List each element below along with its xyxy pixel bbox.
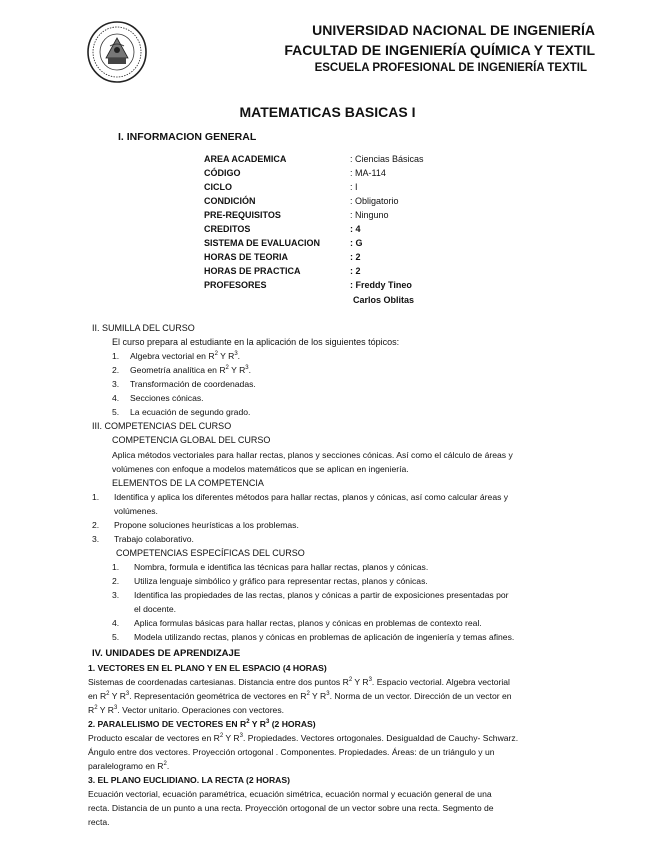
info-row <box>204 196 399 210</box>
university-seal-icon <box>86 20 148 84</box>
txt: R <box>88 705 95 715</box>
specific-item <box>112 576 428 586</box>
item-text: Identifica y aplica los diferentes métodos para hallar rectas, planos y cónicas, así como calcular áreas y <box>114 492 509 502</box>
sup: 2 <box>246 719 250 725</box>
info-value: : Ninguno <box>350 210 389 220</box>
info-label: HORAS DE PRACTICA <box>204 266 301 276</box>
item-text: Transformación de coordenadas. <box>130 379 256 389</box>
info-value: : I <box>350 182 358 192</box>
sup: 3 <box>239 733 243 739</box>
info-row <box>204 252 361 266</box>
summary-item <box>112 379 256 389</box>
unit-2-line <box>88 761 169 771</box>
sup: 2 <box>306 691 310 697</box>
info-row <box>204 182 358 196</box>
summary-intro: El curso prepara al estudiante en la aplicación de los siguientes tópicos: <box>112 337 400 347</box>
item-text: La ecuación de segundo grado. <box>130 407 251 417</box>
unit-3-line: recta. Distancia de un punto a una recta. Proyección ortogonal de un vector sobre una recta. Segmento de <box>88 803 494 813</box>
conj: Y <box>220 351 226 361</box>
global-competence-text: Aplica métodos vectoriales para hallar rectas, planos y secciones cónicas. Así como el cálculo de áreas y <box>112 450 513 460</box>
info-label: PROFESORES <box>204 280 267 290</box>
txt: 2. PARALELISMO DE VECTORES EN R <box>88 719 247 729</box>
sup: 2 <box>219 733 224 739</box>
item-number: 1. <box>112 562 120 572</box>
item-number: 3. <box>92 534 100 544</box>
specific-item <box>112 590 509 600</box>
unit-1-line <box>88 705 284 715</box>
section-learning-units-heading: IV. UNIDADES DE APRENDIZAJE <box>92 648 241 659</box>
sup: 2 <box>348 677 353 683</box>
item-number: 2. <box>92 520 100 530</box>
item-number: 1. <box>112 351 120 361</box>
unit-3-title: 3. EL PLANO EUCLIDIANO. LA RECTA (2 HORAS) <box>88 775 290 785</box>
item-text: Secciones cónicas. <box>130 393 204 403</box>
element-item-cont: volúmenes. <box>114 506 158 516</box>
conj: Y <box>231 365 237 375</box>
unit-2-line: Ángulo entre dos vectores. Proyección ortogonal . Componentes. Propiedades. Áreas: de un triángulo y un <box>88 747 495 757</box>
sup: 2 <box>94 705 98 711</box>
specific-item <box>112 618 482 628</box>
element-item <box>92 492 508 502</box>
specific-competences-heading: COMPETENCIAS ESPECÍFICAS DEL CURSO <box>116 548 305 558</box>
section-general-info-heading: I. INFORMACION GENERAL <box>118 131 257 143</box>
unit-2-line <box>88 733 518 743</box>
elements-heading: ELEMENTOS DE LA COMPETENCIA <box>112 478 264 488</box>
item-text: Trabajo colaborativo. <box>114 534 194 544</box>
item-text: Utiliza lenguaje simbólico y gráfico para representar rectas, planos y cónicas. <box>134 576 428 586</box>
info-row <box>204 210 389 224</box>
school-name: ESCUELA PROFESIONAL DE INGENIERÍA TEXTIL <box>314 62 587 74</box>
info-value: : 2 <box>350 252 361 262</box>
sup: 2 <box>214 351 218 357</box>
info-row <box>204 295 414 309</box>
unit-1-title: 1. VECTORES EN EL PLANO Y EN EL ESPACIO (4 HORAS) <box>88 663 327 673</box>
txt: en R <box>88 691 107 701</box>
info-row <box>204 154 424 168</box>
info-label: CÓDIGO <box>204 168 241 178</box>
txt: Y R <box>109 691 126 701</box>
txt: Y R <box>249 719 266 729</box>
info-value: : G <box>350 238 363 248</box>
info-value: : Freddy Tineo <box>350 280 412 290</box>
item-text: Modela utilizando rectas, planos y cónicas en problemas de aplicación de ingeniería y temas afines. <box>134 632 515 642</box>
info-value: : 4 <box>350 224 361 234</box>
item-text: Identifica las propiedades de las rectas, planos y cónicas a partir de exposiciones presentadas por <box>134 590 509 600</box>
info-row <box>204 238 363 252</box>
sup: 3 <box>326 691 330 697</box>
item-number: 4. <box>112 393 120 403</box>
sup: 3 <box>368 677 372 683</box>
sup: 3 <box>245 365 249 371</box>
info-label: AREA ACADEMICA <box>204 154 287 164</box>
summary-item <box>112 407 250 417</box>
info-value: Carlos Oblitas <box>353 295 415 305</box>
sup: 3 <box>265 719 270 725</box>
info-row <box>204 224 361 238</box>
item-number: 5. <box>112 407 120 417</box>
section-competences-heading: III. COMPETENCIAS DEL CURSO <box>92 421 232 431</box>
unit-2-title <box>88 719 316 729</box>
info-row <box>204 168 386 182</box>
item-number: 3. <box>112 590 120 600</box>
info-value: : MA-114 <box>350 168 386 178</box>
sup: 3 <box>234 351 238 357</box>
info-value: : 2 <box>350 266 361 276</box>
summary-item: 1. Algebra vectorial en $R^2$ Y $R^3$. <box>112 351 241 361</box>
item-number: 3. <box>112 379 120 389</box>
txt: Producto escalar de vectores en R <box>88 733 220 743</box>
unit-1-line <box>88 691 512 701</box>
info-label: HORAS DE TEORIA <box>204 252 289 262</box>
specific-item <box>112 632 514 642</box>
info-label: CICLO <box>204 182 232 192</box>
summary-item: 2. Geometría analítica en $R^2$ Y $R^3$. <box>112 365 252 375</box>
university-name: UNIVERSIDAD NACIONAL DE INGENIERÍA <box>312 22 595 38</box>
txt: Y R <box>309 691 327 701</box>
txt: . Norma de un vector. Dirección de un vector en <box>329 691 512 701</box>
item-tail: . <box>237 351 241 361</box>
item-text: Nombra, formula e identifica las técnicas para hallar rectas, planos y cónicas. <box>134 562 429 572</box>
unit-1-line <box>88 677 510 687</box>
summary-item <box>112 393 204 403</box>
item-text: Algebra vectorial en R <box>130 351 215 361</box>
item-number: 1. <box>92 492 100 502</box>
item-number: 2. <box>112 365 120 375</box>
info-row <box>204 280 412 294</box>
faculty-name: FACULTAD DE INGENIERÍA QUÍMICA Y TEXTIL <box>284 42 595 58</box>
item-text: Aplica formulas básicas para hallar rectas, planos y cónicas en problemas de contexto real. <box>134 618 482 628</box>
sup: 3 <box>125 691 130 697</box>
txt: . Espacio vectorial. Algebra vectorial <box>371 677 510 687</box>
section-summary-heading: II. SUMILLA DEL CURSO <box>92 323 195 333</box>
item-tail: . <box>248 365 252 375</box>
element-item <box>92 534 194 544</box>
sup: 2 <box>163 761 167 767</box>
item-number: 4. <box>112 618 120 628</box>
sup: 2 <box>225 365 229 371</box>
specific-item <box>112 562 428 572</box>
unit-3-line: recta. <box>88 817 110 827</box>
course-title: MATEMATICAS BASICAS I <box>239 104 416 120</box>
txt: Sistemas de coordenadas cartesianas. Distancia entre dos puntos R <box>88 677 349 687</box>
txt: paralelogramo en R <box>88 761 164 771</box>
info-row <box>204 266 361 280</box>
txt: Y R <box>97 705 114 715</box>
txt: . Propiedades. Vectores ortogonales. Desigualdad de Cauchy- Schwarz. <box>242 733 519 743</box>
specific-item-cont: el docente. <box>134 604 177 614</box>
global-competence-text: volúmenes con enfoque a modelos matemáticos que se aplican en ingeniería. <box>112 464 409 474</box>
txt: . <box>166 761 170 771</box>
info-label: PRE-REQUISITOS <box>204 210 281 220</box>
txt: (2 HORAS) <box>269 719 316 729</box>
info-label: CONDICIÓN <box>204 196 256 206</box>
txt: . Representación geométrica de vectores en R <box>129 691 307 701</box>
item-number: 2. <box>112 576 120 586</box>
txt: Y R <box>223 733 240 743</box>
txt: . Vector unitario. Operaciones con vectores. <box>117 705 285 715</box>
item-number: 5. <box>112 632 120 642</box>
unit-3-line: Ecuación vectorial, ecuación paramétrica, ecuación simétrica, ecuación normal y ecuación general de una <box>88 789 492 799</box>
txt: Y R <box>352 677 369 687</box>
global-competence-heading: COMPETENCIA GLOBAL DEL CURSO <box>112 435 271 445</box>
element-item <box>92 520 299 530</box>
sup: 3 <box>113 705 118 711</box>
item-text: Propone soluciones heurísticas a los problemas. <box>114 520 299 530</box>
info-label: CREDITOS <box>204 224 251 234</box>
info-value: : Ciencias Básicas <box>350 154 424 164</box>
info-label: SISTEMA DE EVALUACION <box>204 238 321 248</box>
info-value: : Obligatorio <box>350 196 399 206</box>
sup: 2 <box>106 691 110 697</box>
item-text: Geometría analítica en R <box>130 365 226 375</box>
